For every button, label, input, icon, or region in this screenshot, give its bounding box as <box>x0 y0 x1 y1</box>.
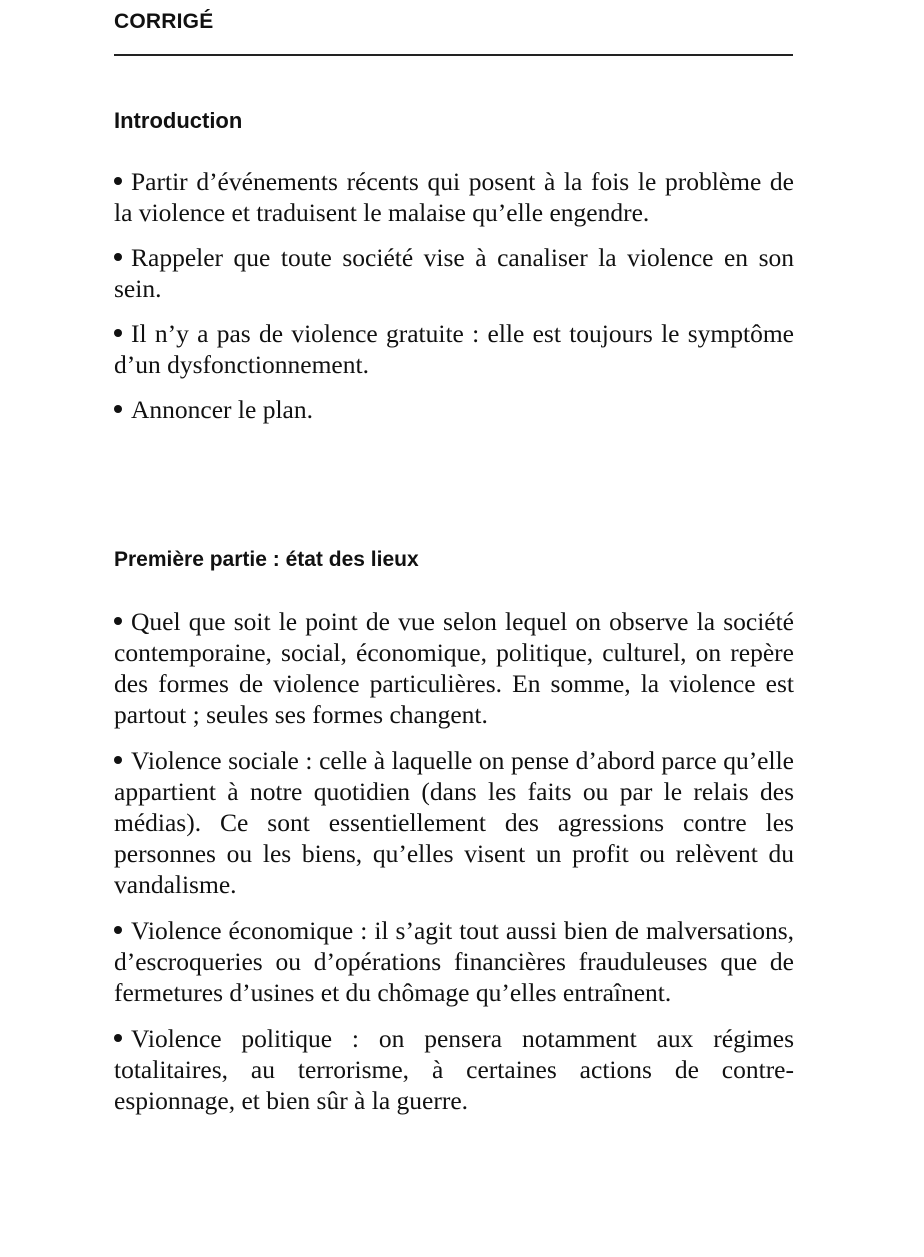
header-rule <box>114 54 793 56</box>
part1-item <box>114 1023 794 1116</box>
introduction-list <box>114 166 794 439</box>
part1-item <box>114 745 794 900</box>
introduction-item <box>114 394 794 425</box>
bullet-icon <box>114 756 122 764</box>
introduction-item-text: Rappeler que toute société vise à canaliser la violence en son sein. <box>114 243 794 303</box>
part1-item-text: Violence sociale : celle à laquelle on pense d’abord parce qu’elle appartient à notre quotidien (dans les faits ou par le relais des médias). Ce sont essentiellement des agressions contre les personnes ou les biens, qu’elles visent un profit ou relèvent du vandalisme. <box>114 746 794 899</box>
bullet-icon <box>114 329 122 337</box>
introduction-item <box>114 242 794 304</box>
introduction-item <box>114 166 794 228</box>
part1-heading: Première partie : état des lieux <box>114 548 419 571</box>
introduction-heading: Introduction <box>114 108 243 133</box>
part1-item-text: Violence économique : il s’agit tout aussi bien de malversations, d’escroqueries ou d’opérations financières frauduleuses que de fermetures d’usines et du chômage qu’elles entraînent. <box>114 916 794 1007</box>
part1-item <box>114 915 794 1008</box>
introduction-item-text: Il n’y a pas de violence gratuite : elle est toujours le symptôme d’un dysfonctionnement. <box>114 319 794 379</box>
bullet-icon <box>114 926 122 934</box>
introduction-item-text: Annoncer le plan. <box>131 395 313 424</box>
bullet-icon <box>114 253 122 261</box>
part1-item-text: Quel que soit le point de vue selon lequel on observe la société contemporaine, social, économique, politique, culturel, on repère des formes de violence particulières. En somme, la violence est partout ; seules ses formes changent. <box>114 607 794 729</box>
bullet-icon <box>114 177 122 185</box>
bullet-icon <box>114 405 122 413</box>
introduction-item <box>114 318 794 380</box>
part1-item <box>114 606 794 730</box>
part1-item-text: Violence politique : on pensera notamment aux régimes totalitaires, au terrorisme, à certaines actions de contre-espionnage, et bien sûr à la guerre. <box>114 1024 794 1115</box>
bullet-icon <box>114 1034 122 1042</box>
part1-list <box>114 606 794 1131</box>
bullet-icon <box>114 617 122 625</box>
header-label: CORRIGÉ <box>114 10 214 33</box>
introduction-item-text: Partir d’événements récents qui posent à la fois le problème de la violence et traduisent le malaise qu’elle engendre. <box>114 167 794 227</box>
